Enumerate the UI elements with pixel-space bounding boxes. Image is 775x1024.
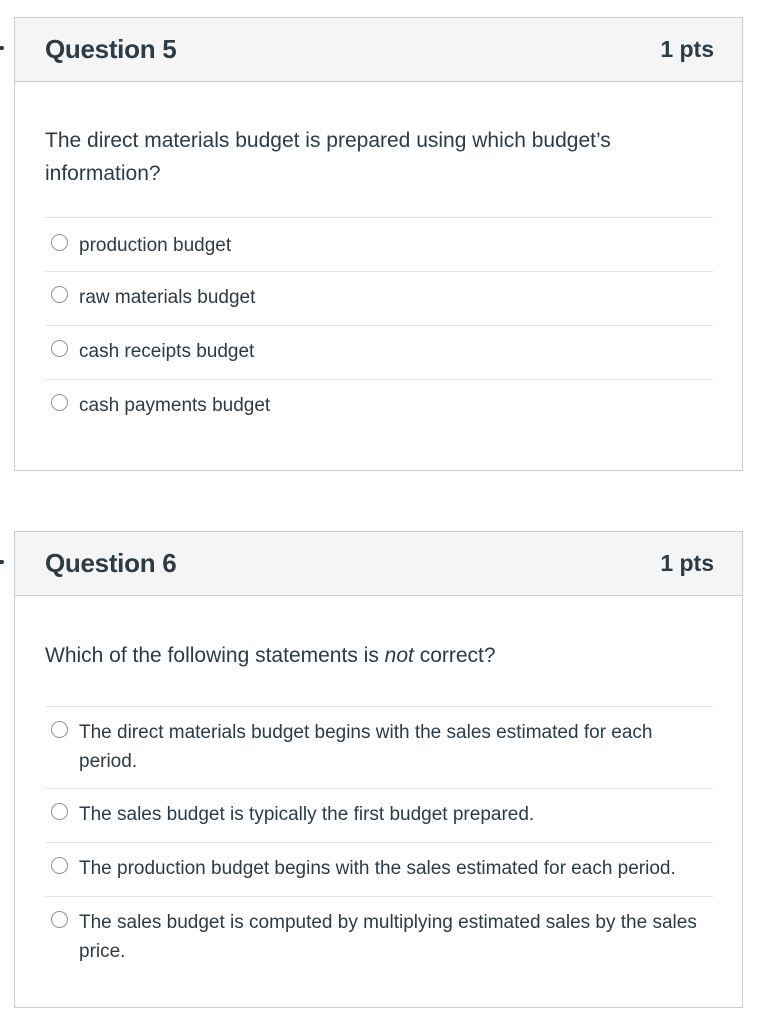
question-6-flag-marker[interactable]	[0, 560, 4, 564]
question-6-card	[14, 531, 743, 1008]
radio-button[interactable]	[51, 394, 68, 411]
question-5-points: 1 pts	[660, 36, 714, 62]
answer-label: cash receipts budget	[79, 341, 255, 362]
radio-button[interactable]	[51, 857, 68, 874]
answer-label: The sales budget is typically the first budget prepared.	[79, 804, 535, 825]
question-5-header	[15, 18, 742, 82]
radio-button[interactable]	[51, 340, 68, 357]
question-5-card	[14, 17, 743, 471]
question-6-prompt	[45, 596, 713, 706]
question-6-body	[15, 596, 742, 978]
question-5-answers	[45, 217, 713, 433]
answer-option[interactable]	[45, 271, 713, 325]
answer-option[interactable]	[45, 325, 713, 379]
question-5-flag-marker[interactable]	[0, 46, 4, 50]
question-5-prompt-text: The direct materials budget is prepared using which budget’s information?	[45, 129, 611, 185]
answer-label: production budget	[79, 235, 232, 256]
answer-option[interactable]	[45, 379, 713, 433]
answer-option[interactable]	[45, 896, 713, 978]
question-5-body	[15, 82, 742, 433]
question-5-prompt	[45, 82, 713, 217]
answer-label: raw materials budget	[79, 287, 256, 308]
question-6-header	[15, 532, 742, 596]
radio-button[interactable]	[51, 911, 68, 928]
answer-label: The production budget begins with the sales estimated for each period.	[79, 858, 676, 879]
radio-button[interactable]	[51, 803, 68, 820]
answer-option[interactable]	[45, 788, 713, 842]
question-6-answers	[45, 706, 713, 978]
question-6-prompt-text-start: Which of the following statements is	[45, 644, 385, 667]
answer-label: The sales budget is computed by multiplying estimated sales by the sales price.	[79, 912, 697, 962]
radio-button[interactable]	[51, 721, 68, 738]
radio-button[interactable]	[51, 234, 68, 251]
question-6-title: Question 6	[45, 548, 177, 578]
question-6-prompt-text-end: correct?	[413, 644, 496, 667]
answer-option[interactable]	[45, 706, 713, 788]
question-5-title: Question 5	[45, 34, 177, 64]
question-6-prompt-emphasis: not	[384, 644, 414, 667]
question-6-points: 1 pts	[660, 550, 714, 576]
radio-button[interactable]	[51, 286, 68, 303]
answer-option[interactable]	[45, 217, 713, 271]
answer-label: cash payments budget	[79, 395, 271, 416]
answer-label: The direct materials budget begins with the sales estimated for each period.	[79, 722, 653, 772]
answer-option[interactable]	[45, 842, 713, 896]
